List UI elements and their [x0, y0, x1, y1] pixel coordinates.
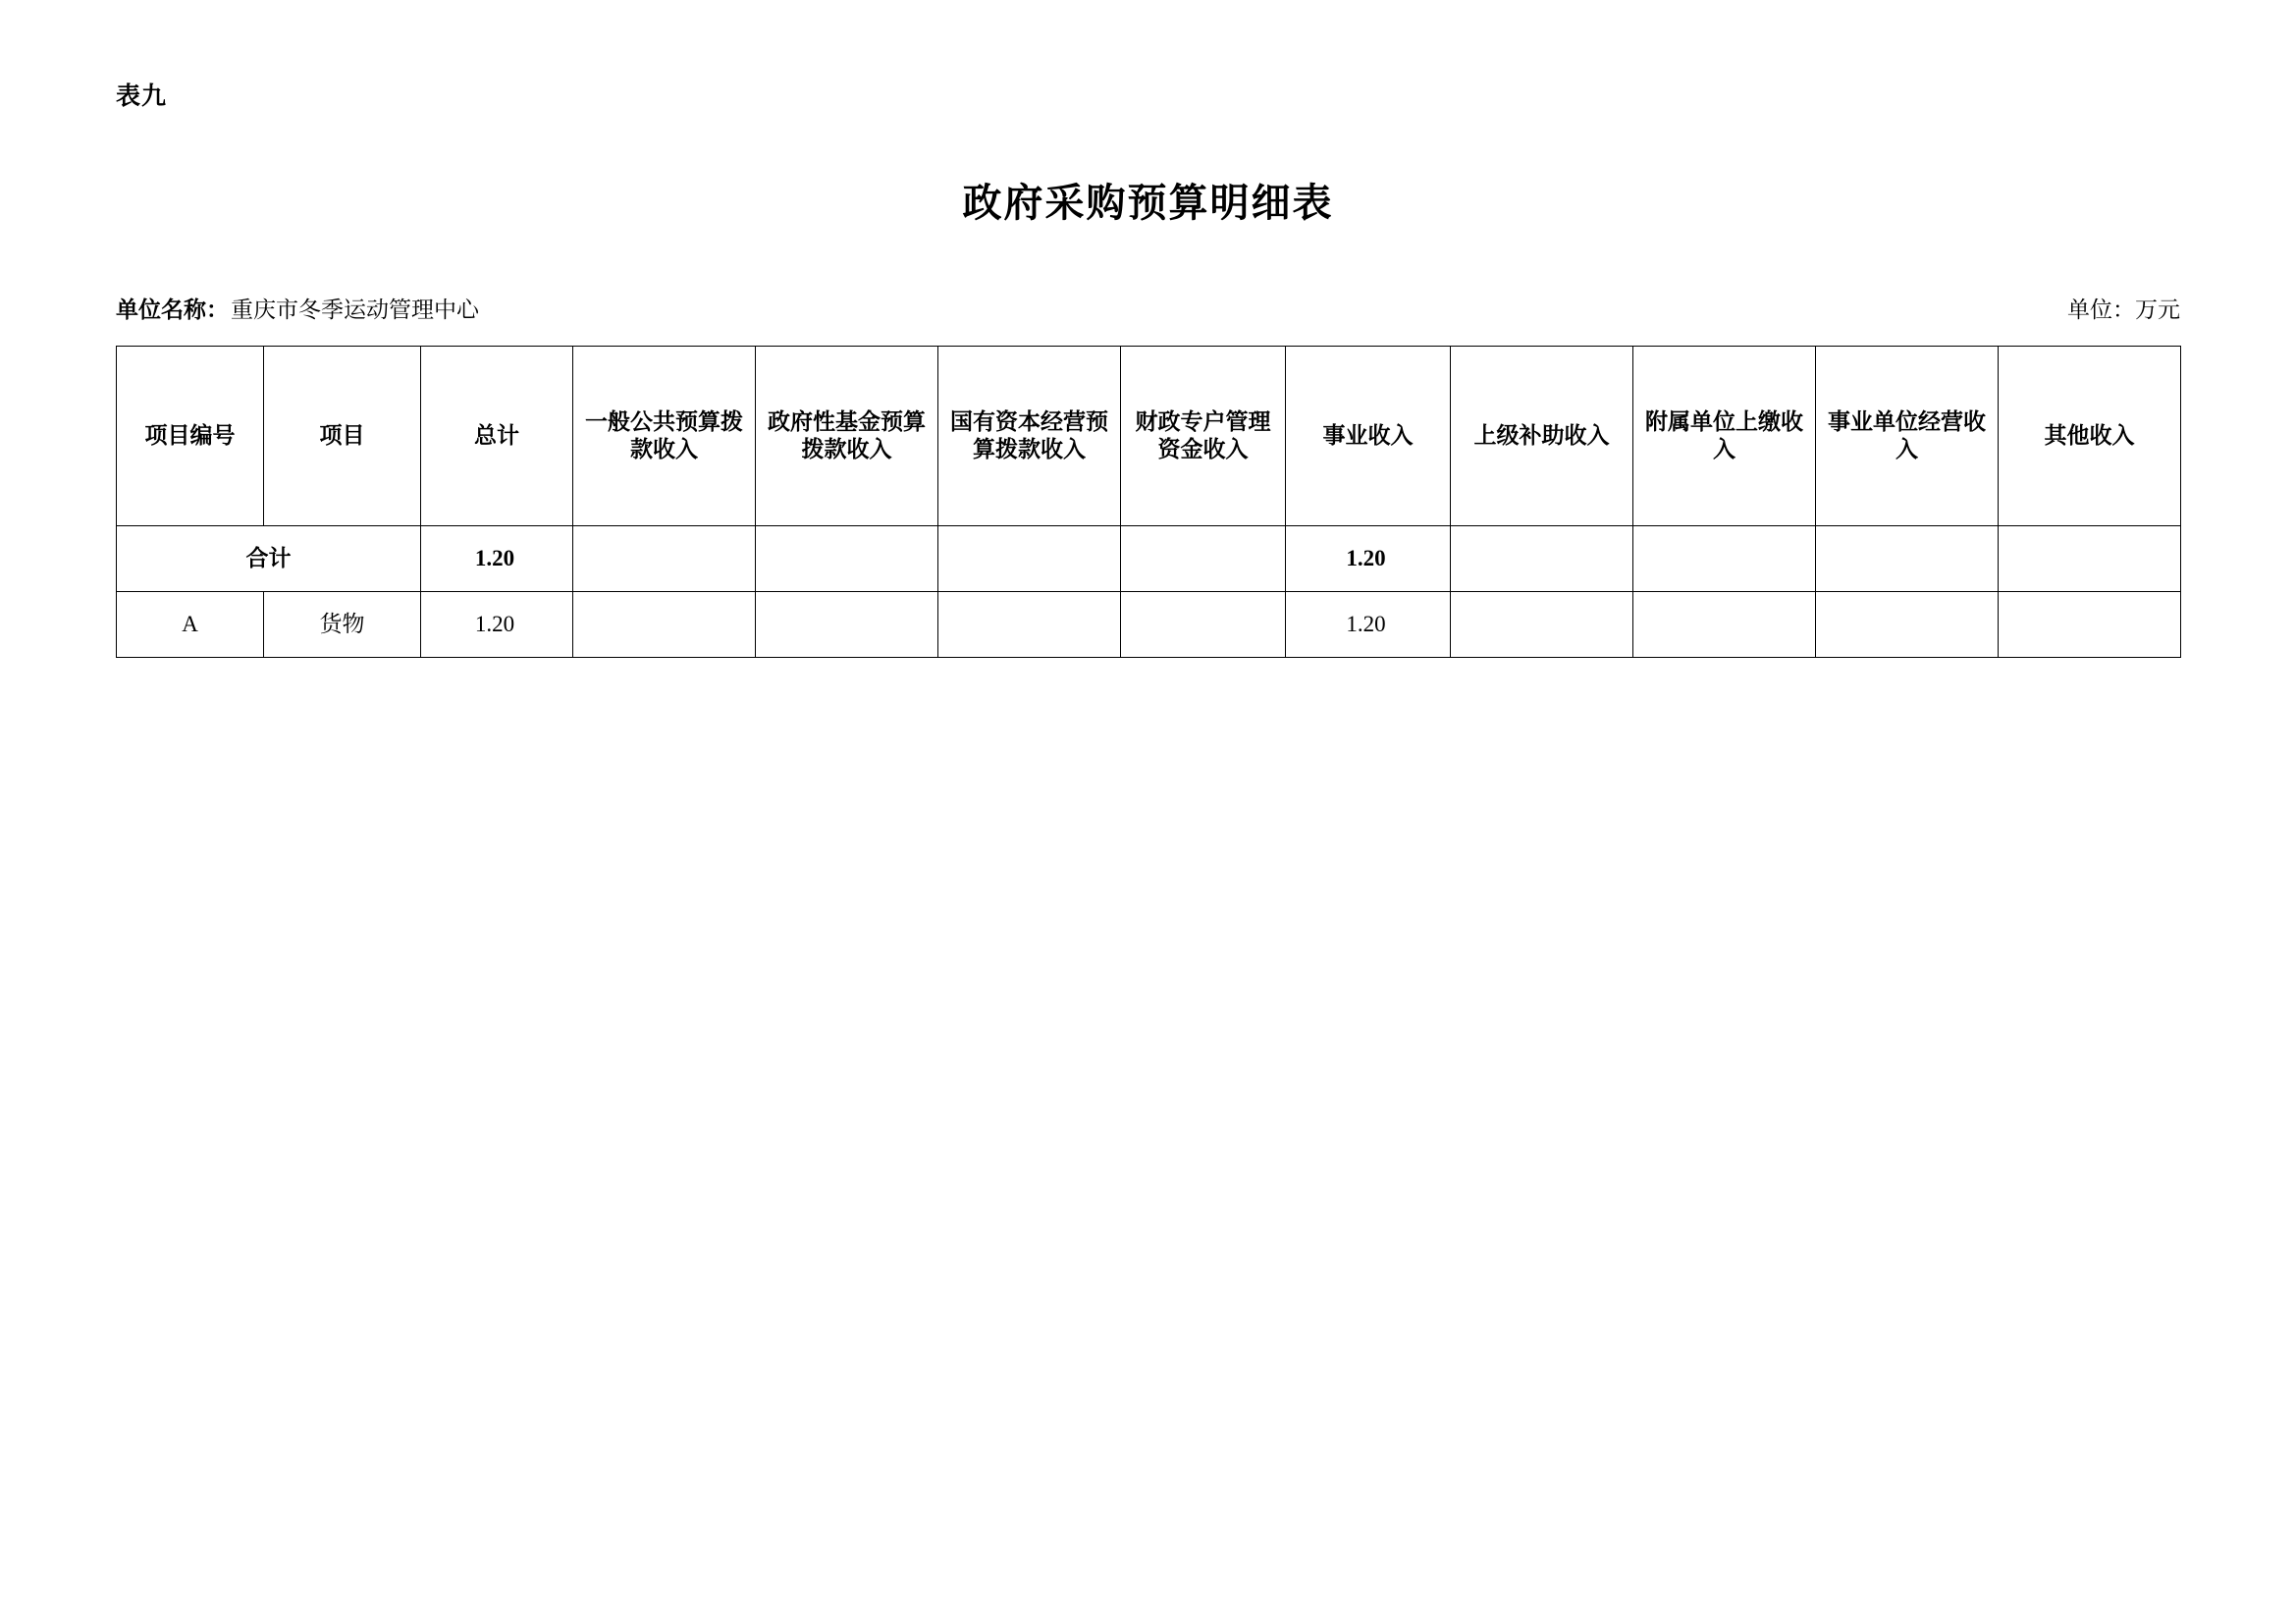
column-header-state-capital-budget: 国有资本经营预算拨款收入 — [938, 347, 1121, 526]
table-row-total — [117, 526, 2181, 592]
meta-row — [116, 292, 2180, 321]
row-superior-subsidy — [1451, 592, 1633, 658]
row-business-income: 1.20 — [1286, 592, 1451, 658]
total-row-business-operating — [1816, 526, 1999, 592]
unit-name — [116, 292, 479, 324]
row-project-name: 货物 — [264, 592, 421, 658]
table-row — [117, 592, 2181, 658]
column-header-business-income: 事业收入 — [1286, 347, 1451, 526]
unit-name-label: 单位名称： — [116, 298, 229, 322]
row-general-public-budget — [573, 592, 756, 658]
column-header-fiscal-special-account: 财政专户管理资金收入 — [1121, 347, 1286, 526]
column-header-other-income: 其他收入 — [1999, 347, 2181, 526]
column-header-subordinate-payment: 附属单位上缴收入 — [1633, 347, 1816, 526]
row-total: 1.20 — [421, 592, 573, 658]
total-row-superior-subsidy — [1451, 526, 1633, 592]
total-row-gov-fund-budget — [756, 526, 938, 592]
column-header-general-public-budget: 一般公共预算拨款收入 — [573, 347, 756, 526]
column-header-business-operating: 事业单位经营收入 — [1816, 347, 1999, 526]
column-header-gov-fund-budget: 政府性基金预算拨款收入 — [756, 347, 938, 526]
row-state-capital-budget — [938, 592, 1121, 658]
column-header-project-code: 项目编号 — [117, 347, 264, 526]
column-header-superior-subsidy: 上级补助收入 — [1451, 347, 1633, 526]
total-row-fiscal-special-account — [1121, 526, 1286, 592]
row-business-operating — [1816, 592, 1999, 658]
total-row-total: 1.20 — [421, 526, 573, 592]
row-gov-fund-budget — [756, 592, 938, 658]
column-header-project: 项目 — [264, 347, 421, 526]
table-header-row — [117, 347, 2181, 526]
row-other-income — [1999, 592, 2181, 658]
row-project-code: A — [117, 592, 264, 658]
procurement-budget-table — [116, 346, 2181, 658]
total-row-other-income — [1999, 526, 2181, 592]
total-row-state-capital-budget — [938, 526, 1121, 592]
sheet-label: 表九 — [116, 83, 168, 110]
unit-name-value: 重庆市冬季运动管理中心 — [231, 298, 479, 322]
amount-unit-label: 单位：万元 — [2067, 298, 2180, 322]
total-row-general-public-budget — [573, 526, 756, 592]
column-header-total: 总计 — [421, 347, 573, 526]
row-fiscal-special-account — [1121, 592, 1286, 658]
total-row-label: 合计 — [117, 526, 421, 592]
total-row-subordinate-payment — [1633, 526, 1816, 592]
row-subordinate-payment — [1633, 592, 1816, 658]
page-title: 政府采购预算明细表 — [962, 181, 1334, 225]
total-row-business-income: 1.20 — [1286, 526, 1451, 592]
